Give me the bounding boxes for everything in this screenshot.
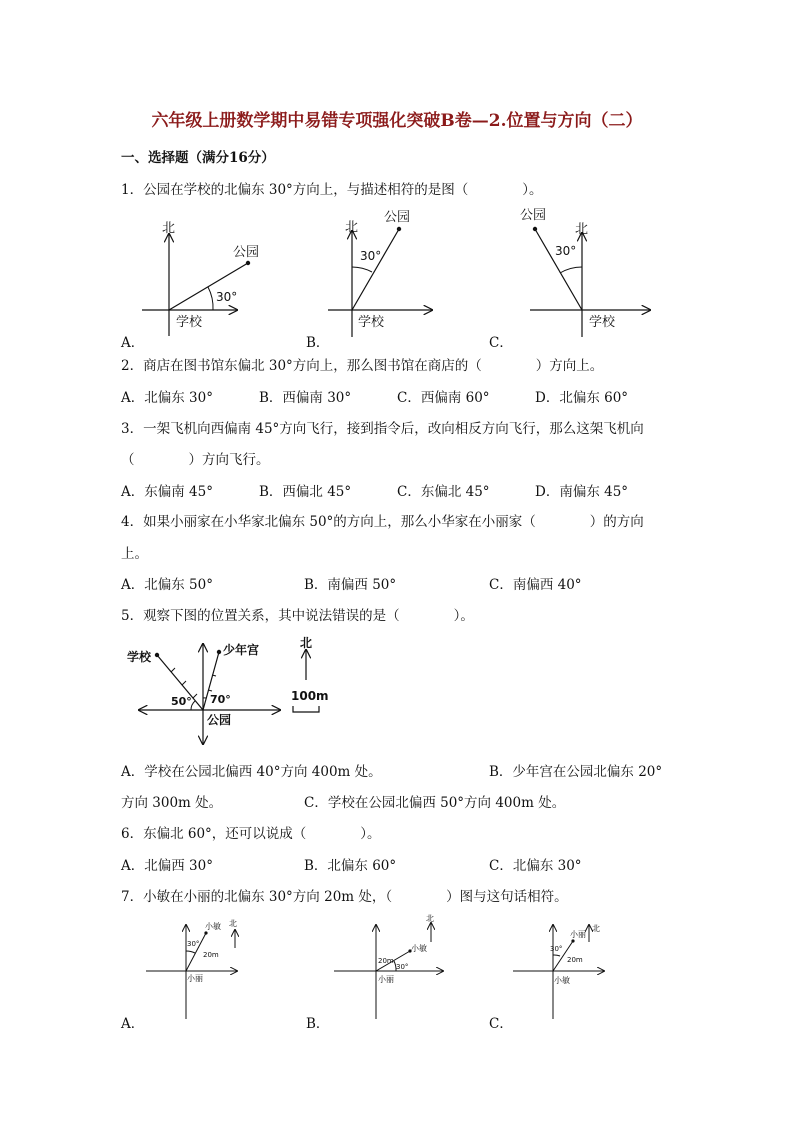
q5-option-b-line1[interactable]: B．少年宫在公园北偏东 20° (489, 764, 663, 780)
north-label: 北 (426, 914, 434, 923)
xiaomin-label: 小敏 (205, 922, 221, 931)
distance-label: 20m (567, 956, 583, 964)
q1-figure-a (120, 212, 270, 342)
q6-option-b[interactable]: B．北偏东 60° (304, 858, 397, 874)
q3-option-a[interactable]: A．东偏南 45° (121, 484, 213, 500)
q7-option-c[interactable]: C． (489, 1016, 513, 1032)
xiaoli-label: 小丽 (570, 930, 586, 939)
school-label: 学校 (589, 315, 616, 330)
north-label: 北 (345, 220, 359, 235)
q7-figure-b (330, 915, 450, 1025)
question-3-line1: 3．一架飞机向西偏南 45°方向飞行，接到指令后，改向相反方向飞行，那么这架飞机向 (121, 421, 644, 437)
angle-label: 30° (360, 249, 382, 263)
school-label: 学校 (127, 650, 152, 664)
page-title: 六年级上册数学期中易错专项强化突破B卷—2.位置与方向（二） (151, 111, 643, 131)
q1-option-b[interactable]: B． (306, 335, 330, 351)
park-label: 公园 (384, 210, 411, 225)
q2-option-a[interactable]: A．北偏东 30° (121, 390, 213, 406)
q3-option-b[interactable]: B．西偏北 45° (259, 484, 352, 500)
section-heading: 一、选择题（满分16分） (121, 150, 275, 166)
q7-figure-c (510, 915, 620, 1025)
q4-option-c[interactable]: C．南偏西 40° (489, 577, 582, 593)
q6-option-a[interactable]: A．北偏西 30° (121, 858, 213, 874)
q7-option-b[interactable]: B． (306, 1016, 330, 1032)
question-6: 6．东偏北 60°，还可以说成（ ）。 (121, 826, 381, 842)
youth-palace-label: 少年宫 (223, 643, 260, 657)
scale-label: 100m (291, 689, 329, 703)
q1-figure-b (320, 205, 460, 345)
angle-label: 30° (216, 290, 238, 304)
q7-option-a[interactable]: A． (121, 1016, 145, 1032)
q4-option-a[interactable]: A．北偏东 50° (121, 577, 213, 593)
q3-option-c[interactable]: C．东偏北 45° (397, 484, 490, 500)
question-1: 1．公园在学校的北偏东 30°方向上，与描述相符的是图（ ）。 (121, 182, 543, 198)
q5-option-b-line2: 方向 300m 处。 (121, 795, 223, 811)
school-label: 学校 (358, 315, 385, 330)
q5-figure (125, 630, 335, 748)
xiaoli-label: 小丽 (187, 974, 203, 983)
north-label: 北 (229, 919, 237, 928)
q7-figure-a (143, 915, 253, 1025)
north-label: 北 (592, 924, 600, 933)
distance-label: 20m (203, 951, 219, 959)
angle-label: 70° (210, 693, 231, 706)
q1-option-c[interactable]: C． (489, 335, 513, 351)
angle-label: 30° (550, 945, 563, 953)
q1-option-a[interactable]: A． (121, 335, 145, 351)
park-label: 公园 (520, 208, 547, 223)
angle-label: 30° (555, 244, 577, 258)
question-4-line1: 4．如果小丽家在小华家北偏东 50°的方向上，那么小华家在小丽家（ ）的方向 (121, 514, 644, 530)
xiaoli-label: 小丽 (378, 975, 394, 984)
question-3-line2: （ ）方向飞行。 (121, 452, 270, 468)
park-label: 公园 (233, 245, 260, 260)
school-label: 学校 (176, 315, 203, 330)
xiaomin-label: 小敏 (411, 944, 427, 953)
north-label: 北 (300, 636, 313, 650)
question-4-line2: 上。 (121, 546, 148, 562)
q5-option-a[interactable]: A．学校在公园北偏西 40°方向 400m 处。 (121, 764, 382, 780)
park-label: 公园 (207, 713, 232, 727)
q2-option-b[interactable]: B．西偏南 30° (259, 390, 352, 406)
q2-option-d[interactable]: D．北偏东 60° (535, 390, 629, 406)
q5-option-c[interactable]: C．学校在公园北偏西 50°方向 400m 处。 (304, 795, 566, 811)
q4-option-b[interactable]: B．南偏西 50° (304, 577, 397, 593)
angle-label: 30° (396, 963, 409, 971)
question-7: 7．小敏在小丽的北偏东 30°方向 20m 处，（ ）图与这句话相符。 (121, 889, 568, 905)
q1-figure-c (515, 205, 660, 345)
q3-option-d[interactable]: D．南偏东 45° (535, 484, 629, 500)
angle-label: 50° (171, 695, 192, 708)
xiaomin-label: 小敏 (554, 976, 570, 985)
north-label: 北 (162, 221, 176, 236)
angle-label: 30° (187, 940, 200, 948)
question-5: 5．观察下图的位置关系，其中说法错误的是（ ）。 (121, 608, 474, 624)
question-2: 2．商店在图书馆东偏北 30°方向上，那么图书馆在商店的（ ）方向上。 (121, 358, 604, 374)
q6-option-c[interactable]: C．北偏东 30° (489, 858, 582, 874)
north-label: 北 (575, 222, 589, 237)
distance-label: 20m (378, 957, 394, 965)
q2-option-c[interactable]: C．西偏南 60° (397, 390, 490, 406)
